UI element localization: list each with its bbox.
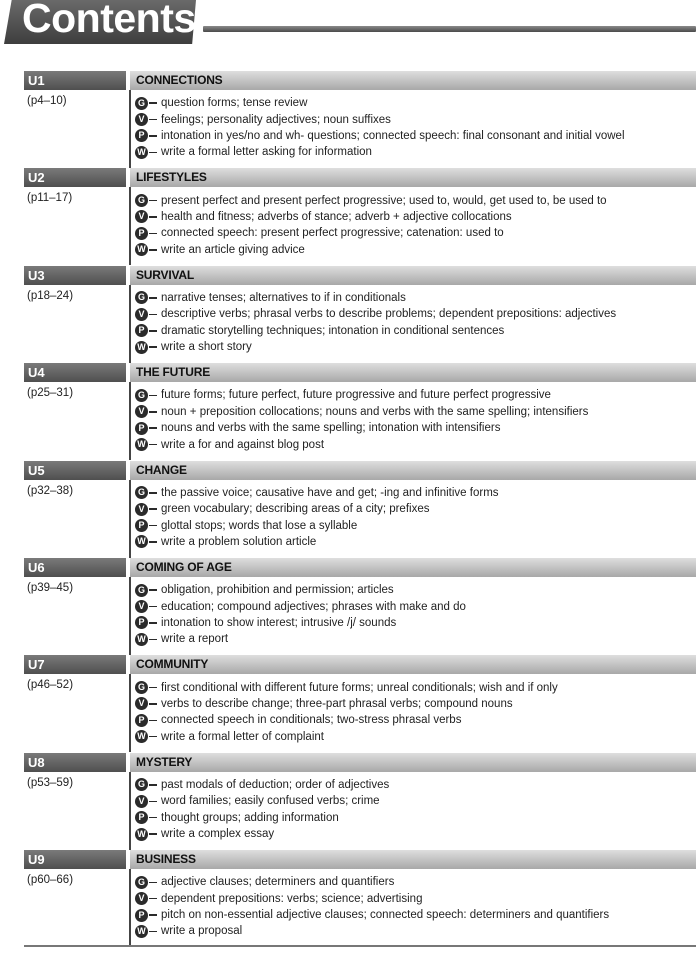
- unit-item: [135, 777, 695, 793]
- unit-divider: [129, 674, 131, 752]
- item-text: glottal stops; words that lose a syllable: [161, 519, 358, 532]
- item-text: present perfect and present perfect progressive; used to, would, get used to, be used to: [161, 194, 607, 207]
- unit-title: BUSINESS: [130, 850, 696, 869]
- dash-icon: [149, 216, 157, 218]
- unit-number: U9: [24, 850, 126, 869]
- dash-icon: [149, 102, 157, 104]
- unit-item: [135, 404, 695, 420]
- item-text: write an article giving advice: [161, 243, 305, 256]
- pronunciation-icon: P: [135, 909, 148, 922]
- unit-number: U4: [24, 363, 126, 382]
- bottom-rule: [24, 945, 696, 947]
- pronunciation-icon: P: [135, 129, 148, 142]
- item-text: green vocabulary; describing areas of a city; prefixes: [161, 503, 430, 516]
- unit-item: [135, 793, 695, 809]
- pronunciation-icon: P: [135, 519, 148, 532]
- dash-icon: [149, 801, 157, 803]
- dash-icon: [149, 639, 157, 641]
- dash-icon: [149, 784, 157, 786]
- unit-item: [135, 420, 695, 436]
- unit-row: [24, 363, 696, 460]
- unit-item: [135, 712, 695, 728]
- unit-item: [135, 242, 695, 258]
- unit-row: [24, 266, 696, 363]
- dash-icon: [149, 898, 157, 900]
- item-text: connected speech in conditionals; two-stress phrasal verbs: [161, 714, 462, 727]
- unit-number: U5: [24, 461, 126, 480]
- title-rule: [203, 26, 696, 32]
- unit-header: [24, 461, 696, 480]
- writing-icon: W: [135, 925, 148, 938]
- unit-item: [135, 128, 695, 144]
- grammar-icon: G: [135, 97, 148, 110]
- unit-item: [135, 810, 695, 826]
- unit-item: [135, 631, 695, 647]
- unit-divider: [129, 869, 131, 947]
- item-text: descriptive verbs; phrasal verbs to describe problems; dependent prepositions: adjectives: [161, 308, 617, 321]
- vocabulary-icon: V: [135, 308, 148, 321]
- unit-title: CONNECTIONS: [130, 71, 696, 90]
- unit-row: [24, 753, 696, 850]
- unit-pages: (p4–10): [27, 95, 67, 107]
- unit-row: [24, 850, 696, 947]
- unit-item: [135, 534, 695, 550]
- unit-title: THE FUTURE: [130, 363, 696, 382]
- writing-icon: W: [135, 243, 148, 256]
- dash-icon: [149, 119, 157, 121]
- unit-items: [135, 192, 695, 258]
- item-text: write a short story: [161, 341, 252, 354]
- dash-icon: [149, 395, 157, 397]
- dash-icon: [149, 314, 157, 316]
- unit-items: [135, 485, 695, 551]
- item-text: intonation in yes/no and wh- questions; connected speech: final consonant and initial vowel: [161, 129, 625, 142]
- vocabulary-icon: V: [135, 892, 148, 905]
- unit-item: [135, 615, 695, 631]
- unit-divider: [129, 90, 131, 168]
- grammar-icon: G: [135, 291, 148, 304]
- dash-icon: [149, 427, 157, 429]
- dash-icon: [149, 508, 157, 510]
- unit-divider: [129, 577, 131, 655]
- pronunciation-icon: P: [135, 616, 148, 629]
- item-text: write a complex essay: [161, 828, 275, 841]
- unit-item: [135, 144, 695, 160]
- unit-divider: [129, 480, 131, 558]
- unit-item: [135, 290, 695, 306]
- unit-item: [135, 517, 695, 533]
- item-text: write a report: [161, 633, 229, 646]
- unit-item: [135, 339, 695, 355]
- dash-icon: [149, 200, 157, 202]
- unit-title: SURVIVAL: [130, 266, 696, 285]
- dash-icon: [149, 492, 157, 494]
- unit-item: [135, 501, 695, 517]
- unit-item: [135, 436, 695, 452]
- unit-number: U3: [24, 266, 126, 285]
- unit-pages: (p46–52): [27, 679, 74, 692]
- item-text: future forms; future perfect, future progressive and future perfect progressive: [161, 389, 551, 402]
- pronunciation-icon: P: [135, 324, 148, 337]
- item-text: verbs to describe change; three-part phrasal verbs; compound nouns: [161, 697, 513, 710]
- item-text: write a problem solution article: [161, 535, 317, 548]
- unit-number: U8: [24, 753, 126, 772]
- grammar-icon: G: [135, 778, 148, 791]
- item-text: the passive voice; causative have and get; -ing and infinitive forms: [161, 486, 499, 499]
- unit-item: [135, 598, 695, 614]
- unit-items: [135, 874, 695, 940]
- dash-icon: [149, 135, 157, 137]
- item-text: education; compound adjectives; phrases with make and do: [161, 600, 466, 613]
- dash-icon: [149, 882, 157, 884]
- unit-header: [24, 363, 696, 382]
- vocabulary-icon: V: [135, 210, 148, 223]
- unit-title: MYSTERY: [130, 753, 696, 772]
- unit-pages: (p25–31): [27, 387, 74, 400]
- writing-icon: W: [135, 730, 148, 743]
- pronunciation-icon: P: [135, 714, 148, 727]
- dash-icon: [149, 687, 157, 689]
- item-text: write a formal letter asking for information: [161, 146, 372, 159]
- unit-item: [135, 111, 695, 127]
- item-text: write a for and against blog post: [161, 438, 325, 451]
- grammar-icon: G: [135, 389, 148, 402]
- unit-items: [135, 679, 695, 745]
- dash-icon: [149, 589, 157, 591]
- unit-item: [135, 891, 695, 907]
- title-bar: [0, 0, 696, 45]
- unit-divider: [129, 285, 131, 363]
- dash-icon: [149, 914, 157, 916]
- units-list: [24, 71, 696, 948]
- unit-row: [24, 168, 696, 265]
- unit-item: [135, 923, 695, 939]
- item-text: adjective clauses; determiners and quantifiers: [161, 876, 395, 889]
- vocabulary-icon: V: [135, 503, 148, 516]
- unit-title: COMMUNITY: [130, 655, 696, 674]
- unit-divider: [129, 187, 131, 265]
- item-text: dramatic storytelling techniques; intonation in conditional sentences: [161, 324, 505, 337]
- vocabulary-icon: V: [135, 697, 148, 710]
- unit-item: [135, 826, 695, 842]
- unit-divider: [129, 772, 131, 850]
- vocabulary-icon: V: [135, 795, 148, 808]
- dash-icon: [149, 525, 157, 527]
- item-text: narrative tenses; alternatives to if in conditionals: [161, 291, 406, 304]
- unit-header: [24, 655, 696, 674]
- writing-icon: W: [135, 535, 148, 548]
- item-text: obligation, prohibition and permission; articles: [161, 584, 394, 597]
- writing-icon: W: [135, 438, 148, 451]
- unit-item: [135, 907, 695, 923]
- unit-items: [135, 777, 695, 843]
- item-text: past modals of deduction; order of adjectives: [161, 778, 390, 791]
- unit-item: [135, 729, 695, 745]
- grammar-icon: G: [135, 876, 148, 889]
- writing-icon: W: [135, 341, 148, 354]
- unit-row: [24, 655, 696, 752]
- unit-pages: (p11–17): [27, 192, 73, 205]
- dash-icon: [149, 606, 157, 608]
- dash-icon: [149, 817, 157, 819]
- dash-icon: [149, 330, 157, 332]
- grammar-icon: G: [135, 584, 148, 597]
- unit-number: U7: [24, 655, 126, 674]
- writing-icon: W: [135, 828, 148, 841]
- unit-pages: (p32–38): [27, 484, 74, 497]
- unit-pages: (p18–24): [27, 289, 74, 302]
- unit-header: [24, 850, 696, 869]
- dash-icon: [149, 346, 157, 348]
- writing-icon: W: [135, 633, 148, 646]
- dash-icon: [149, 411, 157, 413]
- dash-icon: [149, 622, 157, 624]
- item-text: word families; easily confused verbs; crime: [161, 795, 380, 808]
- pronunciation-icon: P: [135, 227, 148, 240]
- unit-number: U1: [24, 71, 126, 90]
- dash-icon: [149, 720, 157, 722]
- unit-header: [24, 266, 696, 285]
- pronunciation-icon: P: [135, 811, 148, 824]
- grammar-icon: G: [135, 194, 148, 207]
- item-text: write a proposal: [161, 925, 243, 938]
- dash-icon: [149, 931, 157, 933]
- item-text: intonation to show interest; intrusive /j/ sounds: [161, 616, 397, 629]
- item-text: write a formal letter of complaint: [161, 730, 324, 743]
- vocabulary-icon: V: [135, 600, 148, 613]
- unit-header: [24, 753, 696, 772]
- unit-item: [135, 485, 695, 501]
- item-text: dependent prepositions: verbs; science; advertising: [161, 892, 423, 905]
- vocabulary-icon: V: [135, 405, 148, 418]
- item-text: thought groups; adding information: [161, 811, 339, 824]
- unit-items: [135, 387, 695, 453]
- unit-item: [135, 582, 695, 598]
- unit-item: [135, 95, 695, 111]
- item-text: health and fitness; adverbs of stance; adverb + adjective collocations: [161, 210, 512, 223]
- unit-item: [135, 323, 695, 339]
- dash-icon: [149, 297, 157, 299]
- pronunciation-icon: P: [135, 422, 148, 435]
- unit-header: [24, 558, 696, 577]
- dash-icon: [149, 152, 157, 154]
- unit-pages: (p60–66): [27, 874, 74, 887]
- dash-icon: [149, 541, 157, 543]
- grammar-icon: G: [135, 486, 148, 499]
- unit-item: [135, 696, 695, 712]
- dash-icon: [149, 833, 157, 835]
- unit-item: [135, 306, 695, 322]
- unit-title: LIFESTYLES: [130, 168, 696, 187]
- unit-item: [135, 387, 695, 403]
- vocabulary-icon: V: [135, 113, 148, 126]
- dash-icon: [149, 233, 157, 235]
- unit-item: [135, 209, 695, 225]
- unit-number: U2: [24, 168, 126, 187]
- writing-icon: W: [135, 146, 148, 159]
- unit-row: [24, 461, 696, 558]
- unit-pages: (p39–45): [27, 581, 74, 594]
- item-text: connected speech: present perfect progressive; catenation: used to: [161, 227, 504, 240]
- unit-row: [24, 71, 696, 168]
- unit-header: [24, 168, 696, 187]
- unit-item: [135, 679, 695, 695]
- unit-items: [135, 290, 695, 356]
- item-text: first conditional with different future forms; unreal conditionals; wish and if only: [161, 681, 558, 694]
- unit-item: [135, 225, 695, 241]
- unit-title: COMING OF AGE: [130, 558, 696, 577]
- unit-pages: (p53–59): [27, 776, 74, 789]
- unit-item: [135, 192, 695, 208]
- item-text: feelings; personality adjectives; noun suffixes: [161, 113, 391, 126]
- item-text: question forms; tense review: [161, 97, 308, 110]
- page-title: Contents: [22, 0, 196, 41]
- item-text: pitch on non-essential adjective clauses; connected speech: determiners and quantifiers: [161, 909, 610, 922]
- unit-title: CHANGE: [130, 461, 696, 480]
- dash-icon: [149, 703, 157, 705]
- grammar-icon: G: [135, 681, 148, 694]
- dash-icon: [149, 249, 157, 251]
- unit-items: [135, 95, 695, 161]
- unit-header: [24, 71, 696, 90]
- unit-items: [135, 582, 695, 648]
- unit-number: U6: [24, 558, 126, 577]
- item-text: nouns and verbs with the same spelling; intonation with intensifiers: [161, 422, 501, 435]
- unit-row: [24, 558, 696, 655]
- unit-item: [135, 874, 695, 890]
- item-text: noun + preposition collocations; nouns and verbs with the same spelling; intensifiers: [161, 405, 589, 418]
- unit-divider: [129, 382, 131, 460]
- dash-icon: [149, 736, 157, 738]
- dash-icon: [149, 444, 157, 446]
